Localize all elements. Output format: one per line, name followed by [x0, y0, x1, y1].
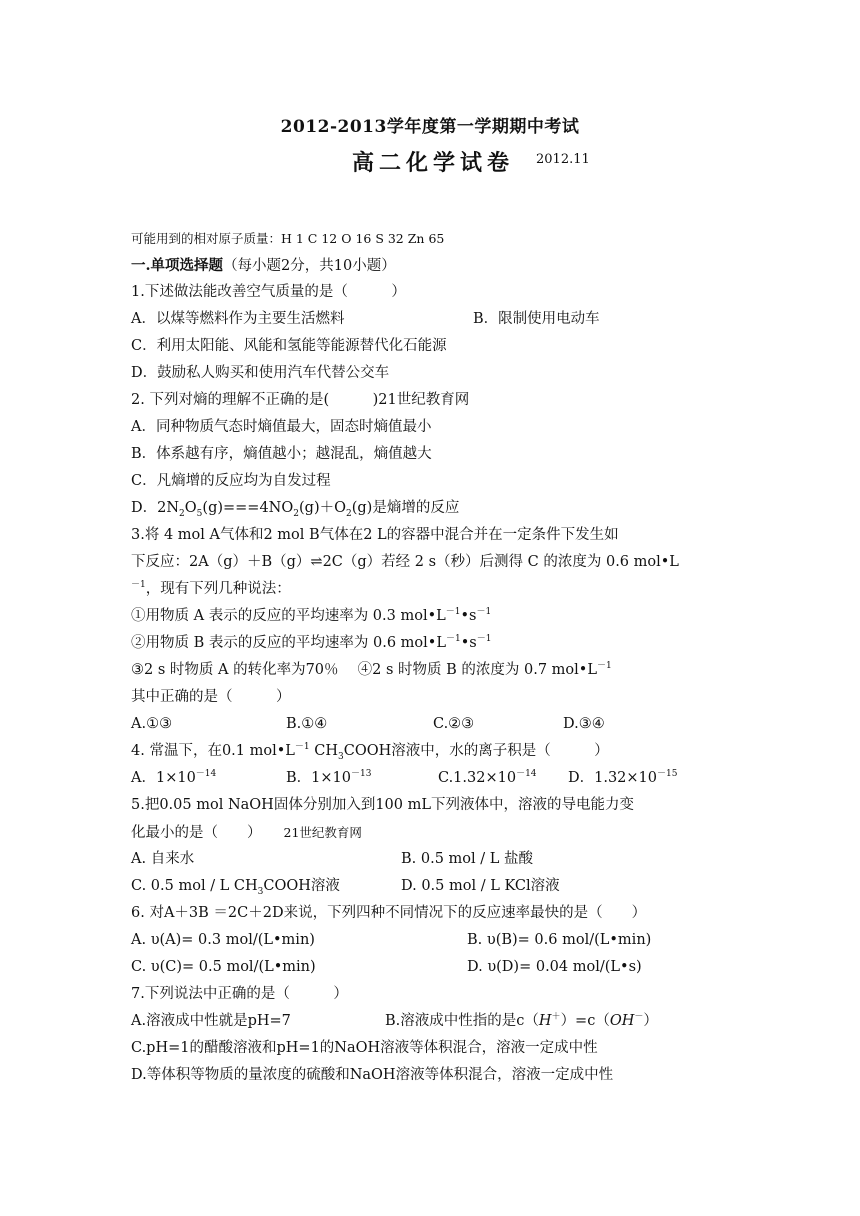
q3-sup: －1 [476, 634, 492, 645]
q7-sup: ＋ [551, 1012, 561, 1023]
q5-option-d: D. 0.5 mol / L KCl溶液 [401, 878, 560, 894]
q7-option-c: C.pH=1的醋酸溶液和pH=1的NaOH溶液等体积混合，溶液一定成中性 [131, 1040, 598, 1056]
q3-option-b: B.①④ [286, 716, 328, 732]
q4-sub: 3 [338, 751, 344, 762]
exam-date: 2012.11 [536, 152, 590, 167]
q5-line2-text: 化最小的是（ ） [131, 825, 262, 841]
q7-option-b [385, 1013, 658, 1029]
q6-option-c: C. υ(C)= 0.5 mol/(L•min) [131, 959, 316, 975]
q3-sup: －1 [445, 607, 461, 618]
q1-option-a: A．以煤等燃料作为主要生活燃料 [131, 311, 345, 327]
q2-d-sub: 5 [196, 508, 203, 519]
q5-options-ab [131, 846, 751, 873]
q3-options [131, 711, 751, 738]
q3-option-c: C.②③ [433, 716, 475, 732]
q3-sup: －1 [445, 634, 461, 645]
q6-options-ab [131, 927, 751, 954]
q4-stem-text: CH [309, 743, 339, 759]
q7-options-ab [131, 1008, 751, 1035]
q4-d-text: D．1.32×10 [568, 770, 658, 786]
q4-stem [131, 738, 751, 765]
q3-option-d: D.③④ [563, 716, 605, 732]
q7-b-text: ）=c（ [560, 1013, 610, 1029]
q2-d-sub: 2 [345, 508, 352, 519]
q2-d-text: D．2N [131, 500, 180, 516]
q1-option-c: C．利用太阳能、风能和氢能等能源替代化石能源 [131, 338, 447, 354]
q4-sup: －13 [350, 769, 372, 780]
q2-d-text: O [184, 500, 197, 516]
q3-s34-text: ③2 s 时物质 A 的转化率为70％ ④2 s 时物质 B 的浓度为 0.7 mol•L [131, 662, 597, 678]
q7-b-oh: OH [609, 1013, 635, 1029]
q1-options-ab [131, 306, 751, 333]
section-note: （每小题2分，共10小题） [223, 258, 396, 274]
q5-c-text: C. 0.5 mol / L CH [131, 878, 258, 894]
q2-option-c: C．凡熵增的反应均为自发过程 [131, 473, 331, 489]
q5-line2 [131, 819, 751, 846]
q6-stem: 6. 对A＋3B ＝2C＋2D来说，下列四种不同情况下的反应速率最快的是（ ） [131, 905, 647, 921]
q1-stem: 1.下述做法能改善空气质量的是（ ） [131, 284, 406, 300]
q6-option-d: D. υ(D)= 0.04 mol/(L•s) [467, 959, 642, 975]
q4-sup: －15 [657, 769, 678, 780]
q4-option-a [131, 765, 286, 792]
q5-c-text: COOH溶液 [263, 878, 340, 894]
q2-option-a: A．同种物质气态时熵值最大，固态时熵值最小 [131, 419, 432, 435]
q3-sup: －1 [476, 607, 492, 618]
q2-d-text: (g)是熵增的反应 [351, 500, 460, 516]
q4-option-c [438, 765, 568, 792]
q6-options-cd [131, 954, 751, 981]
atomic-masses: 可能用到的相对原子质量：H 1 C 12 O 16 S 32 Zn 65 [131, 231, 445, 246]
q3-sup: －1 [131, 580, 146, 591]
q6-option-b: B. υ(B)= 0.6 mol/(L•min) [467, 932, 652, 948]
q7-b-text: B.溶液成中性指的是c（ [385, 1013, 539, 1029]
q4-sup: －1 [294, 742, 310, 753]
q3-s1-text: •s [460, 608, 477, 624]
q7-b-h: H [538, 1013, 552, 1029]
q1-option-d: D．鼓励私人购买和使用汽车代替公交车 [131, 365, 390, 381]
section-heading [131, 252, 751, 279]
q5-sub: 3 [257, 886, 264, 897]
q7-option-d: D.等体积等物质的量浓度的硫酸和NaOH溶液等体积混合，溶液一定成中性 [131, 1067, 614, 1083]
q2-d-text: (g)＋O [299, 500, 346, 516]
q7-b-text: ） [643, 1013, 658, 1029]
q2-stem: 2. 下列对熵的理解不正确的是( )21世纪教育网 [131, 392, 470, 408]
q3-line3 [131, 576, 751, 603]
q3-statement-2 [131, 630, 751, 657]
q3-s1-text: ①用物质 A 表示的反应的平均速率为 0.3 mol•L [131, 608, 446, 624]
q3-ask: 其中正确的是（ ） [131, 689, 291, 705]
q2-d-sub: 2 [179, 508, 185, 519]
q5-line1: 5.把0.05 mol NaOH固体分别加入到100 mL下列液体中，溶液的导电能力变 [131, 797, 634, 813]
q4-stem-text: 4. 常温下，在0.1 mol•L [131, 743, 295, 759]
q3-option-a: A.①③ [131, 716, 173, 732]
q3-line3-text: ，现有下列几种说法： [145, 581, 291, 597]
q4-option-b [286, 765, 438, 792]
q4-a-text: A．1×10 [131, 770, 196, 786]
q4-c-text: C.1.32×10 [438, 770, 517, 786]
q5-option-a: A. 自来水 [131, 851, 195, 867]
q4-stem-text: COOH溶液中，水的离子积是（ ） [343, 743, 609, 759]
q3-statement-3-4 [131, 657, 751, 684]
q4-sup: －14 [516, 769, 537, 780]
q3-line1: 3.将 4 mol A气体和2 mol B气体在2 L的容器中混合并在一定条件下发生如 [131, 527, 619, 543]
exam-title: 2012-2013学年度第一学期期中考试 [280, 117, 580, 137]
q3-s2-text: ②用物质 B 表示的反应的平均速率为 0.6 mol•L [131, 635, 446, 651]
q4-option-d [568, 770, 677, 786]
q4-options [131, 765, 751, 792]
q4-sup: －14 [195, 769, 217, 780]
q2-option-b: B．体系越有序，熵值越小；越混乱，熵值越大 [131, 446, 432, 462]
q2-d-sub: 2 [293, 508, 299, 519]
q3-s2-text: •s [460, 635, 477, 651]
q5-source-tag: 21世纪教育网 [283, 825, 362, 840]
q5-options-cd [131, 873, 751, 900]
q3-line2: 下反应：2A（g）＋B（g）⇌2C（g）若经 2 s（秒）后测得 C 的浓度为 0.6 mol•L [131, 554, 679, 570]
q5-option-c [131, 873, 401, 900]
q5-option-b: B. 0.5 mol / L 盐酸 [401, 851, 534, 867]
q7-stem: 7.下列说法中正确的是（ ） [131, 986, 348, 1002]
exam-subtitle: 高二化学试卷 [352, 150, 515, 176]
q7-sup: － [634, 1012, 644, 1023]
q7-option-a: A.溶液成中性就是pH=7 [131, 1013, 291, 1029]
q2-d-text: (g)===4NO [202, 500, 294, 516]
q6-option-a: A. υ(A)= 0.3 mol/(L•min) [131, 932, 315, 948]
q3-sup: －1 [596, 661, 612, 672]
q1-option-b: B．限制使用电动车 [473, 311, 600, 327]
q2-option-d [131, 495, 751, 522]
exam-content [131, 225, 751, 1089]
q3-statement-1 [131, 603, 751, 630]
section-title: 一.单项选择题 [131, 257, 224, 274]
q4-b-text: B．1×10 [286, 770, 351, 786]
